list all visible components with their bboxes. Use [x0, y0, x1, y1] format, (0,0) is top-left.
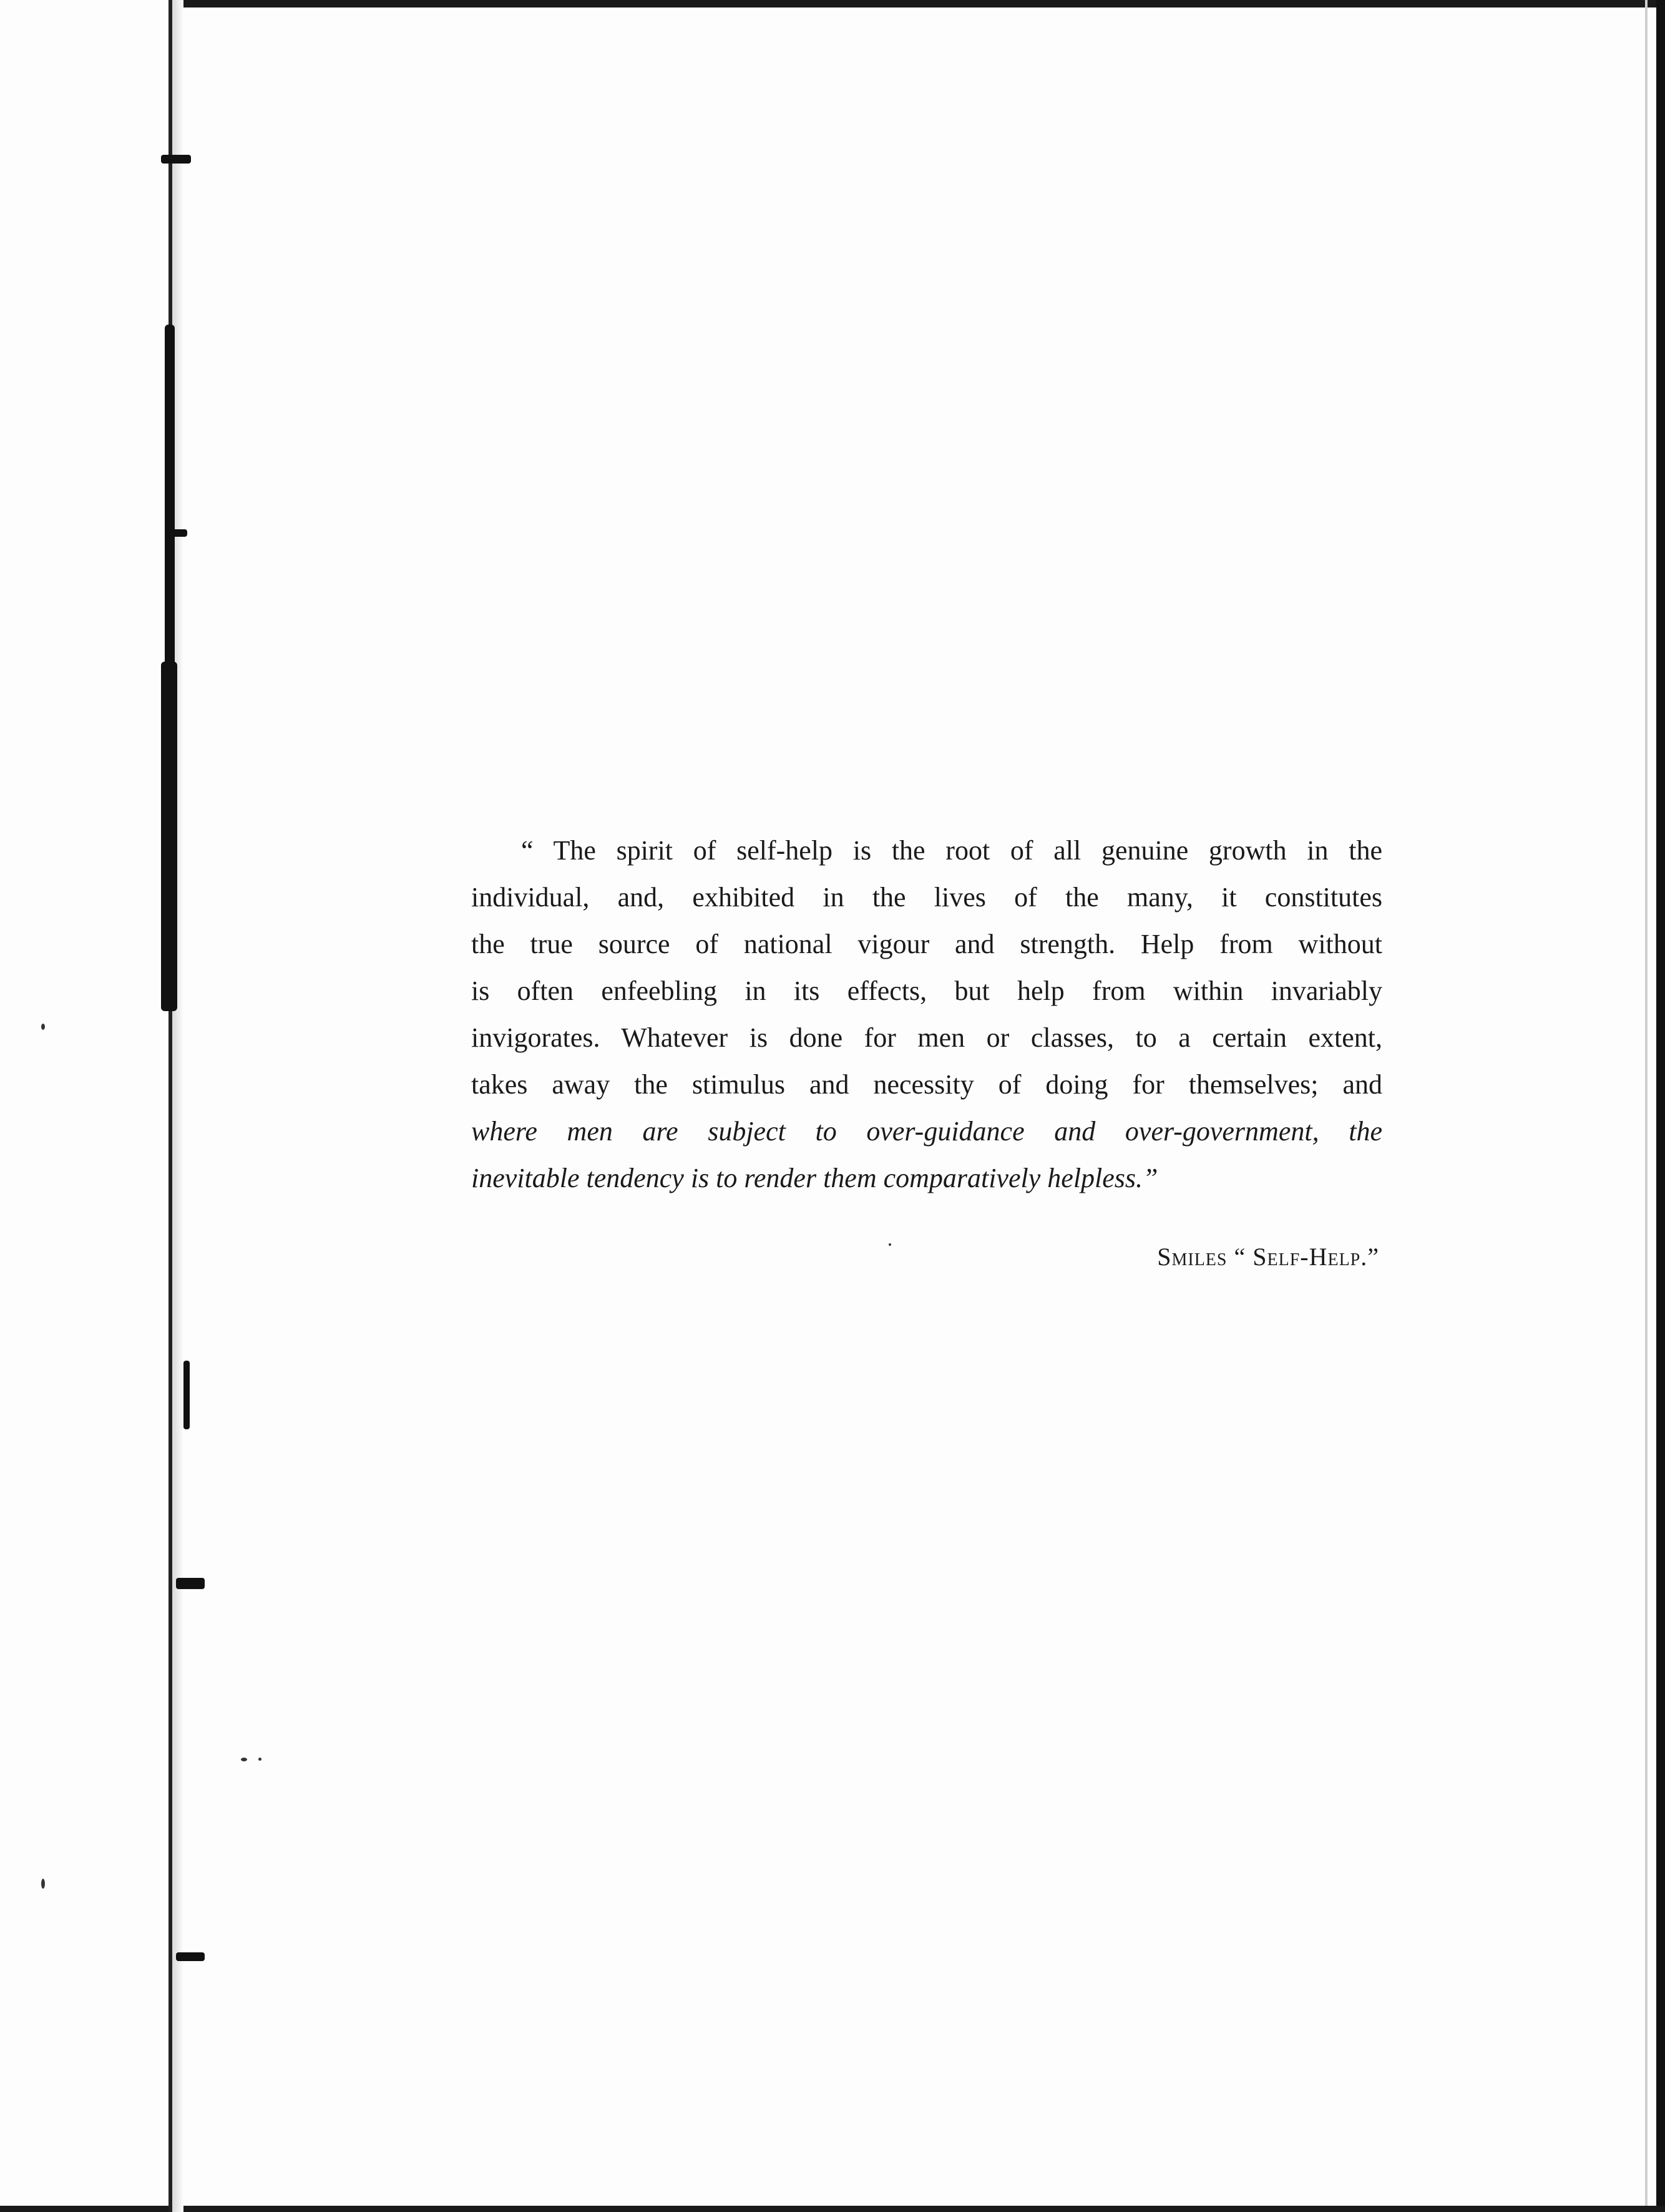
scan-speck	[241, 1758, 247, 1761]
scan-speck	[889, 1243, 891, 1246]
quote-line: “ The spirit of self-help is the root of all genuine growth in the	[521, 835, 1382, 866]
binding-stitch	[161, 155, 191, 164]
scan-border-right	[1656, 0, 1665, 2212]
binding-stitch	[176, 1578, 205, 1589]
quote-line: invigorates. Whatever is done for men or classes, to a certain extent,	[471, 1022, 1382, 1053]
page-edge-right	[1645, 0, 1648, 2212]
quote-block	[471, 827, 1382, 1201]
scan-border-top	[168, 0, 1665, 7]
binding-thread	[161, 662, 177, 1011]
quote-line: is often enfeebling in its effects, but help from within invariably	[471, 976, 1382, 1006]
scan-speck	[41, 1879, 45, 1889]
quote-line: takes away the stimulus and necessity of doing for themselves; and	[471, 1069, 1382, 1100]
quote-attribution: Smiles “ Self-Help.”	[1157, 1243, 1379, 1271]
quote-line: the true source of national vigour and strength. Help from without	[471, 929, 1382, 959]
scan-speck	[258, 1758, 261, 1761]
binding-stitch	[183, 1361, 190, 1429]
binding-stitch	[165, 529, 187, 537]
quote-line: individual, and, exhibited in the lives of the many, it constitutes	[471, 882, 1382, 913]
quote-line: where men are subject to over-guidance and over-government, the	[471, 1116, 1382, 1147]
scan-speck	[41, 1024, 45, 1030]
quote-line: inevitable tendency is to render them comparatively helpless.”	[471, 1163, 1158, 1193]
binding-stitch	[176, 1952, 205, 1961]
scan-border-bottom	[0, 2206, 1665, 2212]
